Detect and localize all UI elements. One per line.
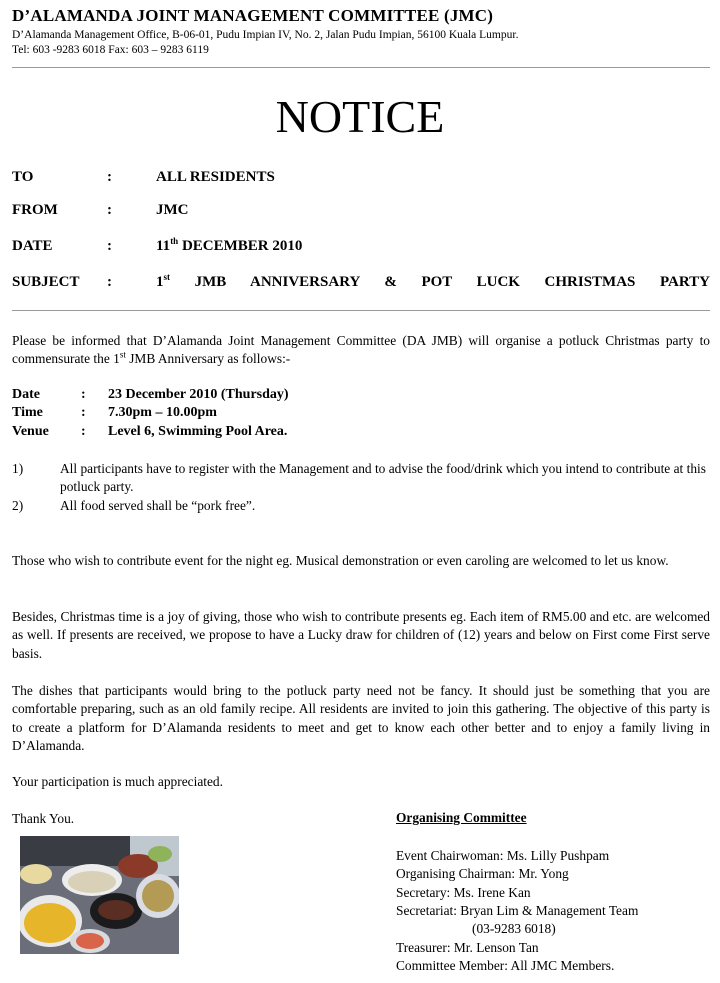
presents-paragraph: Besides, Christmas time is a joy of giving, those who wish to contribute presents eg. Each item of RM5.00 and etc. are welcomed as well. If presents are received, we propose to have a Lucky draw for children of (12) years and below on First come First serve basis. [12,609,710,661]
dishes-paragraph: The dishes that participants would bring to the potluck party need not be fancy. It should just be something that you are comfortable preparing, such as an old family recipe. All residents are invited to join this gathering. The objective of this party is to create a platform for D’Alamanda residents to meet and get to know each other better and to enjoy a family living in D’Alamanda. [12,683,710,753]
committee-member: Secretariat: Bryan Lim & Management Team [396,903,639,918]
memo-date-value [156,238,302,255]
memo-date-row [12,238,710,258]
detail-colon: : [81,387,86,402]
memo-from-row [12,202,710,222]
intro-text: Please be informed that D’Alamanda Joint Management Committee (DA JMB) will organise a potluck Christmas party to commensurate the 1 [12,333,710,367]
memo-colon: : [107,274,112,290]
thank-you-text: Thank You. [12,811,75,826]
detail-colon: : [81,424,86,439]
detail-date-label: Date [12,387,40,402]
detail-time-label: Time [12,405,43,420]
detail-venue-value: Level 6, Swimming Pool Area. [108,424,288,439]
memo-subject-suffix: st [163,272,170,282]
committee-member: Committee Member: All JMC Members. [396,958,615,973]
memo-subject-label: SUBJECT [12,274,80,290]
memo-to-value: ALL RESIDENTS [156,169,275,185]
list-item [12,497,710,516]
list-item [12,460,710,498]
memo-colon: : [107,169,112,185]
committee-title: Organising Committee [396,810,527,825]
detail-colon: : [81,405,86,420]
memo-to-label: TO [12,169,34,185]
memo-date-day: 11 [156,238,171,254]
memo-from-label: FROM [12,202,58,218]
detail-venue-label: Venue [12,424,49,439]
list-item-text: All participants have to register with the Management and to advise the food/drink which you intend to contribute at this potluck party. [60,461,706,495]
memo-subject-num: 1 [156,274,164,290]
detail-date-value: 23 December 2010 (Thursday) [108,387,289,402]
appreciation-text: Your participation is much appreciated. [12,774,223,789]
intro-text-end: JMB Anniversary as follows:- [125,351,291,367]
notice-title: NOTICE [275,91,445,142]
memo-subject-row [12,274,710,294]
memo-colon: : [107,202,112,218]
potluck-food-photo [20,836,179,954]
memo-subject-rest: JMB ANNIVERSARY & POT LUCK CHRISTMAS PARTY [170,274,710,290]
organisation-name: D’ALAMANDA JOINT MANAGEMENT COMMITTEE (JMC) [12,6,494,25]
memo-divider [12,310,710,311]
committee-member: Organising Chairman: Mr. Yong [396,866,569,881]
intro-sup: st [119,349,126,360]
memo-date-label: DATE [12,238,53,254]
contribute-paragraph: Those who wish to contribute event for the night eg. Musical demonstration or even caroling are welcomed to let us know. [12,553,669,568]
memo-date-rest: DECEMBER 2010 [178,238,303,254]
committee-member: Treasurer: Mr. Lenson Tan [396,940,539,955]
memo-colon: : [107,238,112,254]
header-divider [12,67,710,68]
memo-date-suffix: th [170,236,179,246]
organisation-address: D’Alamanda Management Office, B-06-01, Pudu Impian IV, No. 2, Jalan Pudu Impian, 56100 Kuala Lumpur. [12,29,519,41]
list-item-text: All food served shall be “pork free”. [60,498,256,513]
detail-time-value: 7.30pm – 10.00pm [108,405,217,420]
memo-from-value: JMC [156,202,189,218]
memo-subject-value [156,274,710,291]
organisation-contact: Tel: 603 -9283 6018 Fax: 603 – 9283 6119 [12,44,209,56]
committee-member: Secretary: Ms. Irene Kan [396,885,531,900]
list-item-number: 2) [12,498,24,513]
list-item-number: 1) [12,461,24,476]
intro-paragraph [12,332,710,369]
memo-to-row [12,169,710,189]
committee-phone: (03-9283 6018) [472,921,556,936]
committee-member: Event Chairwoman: Ms. Lilly Pushpam [396,848,610,863]
